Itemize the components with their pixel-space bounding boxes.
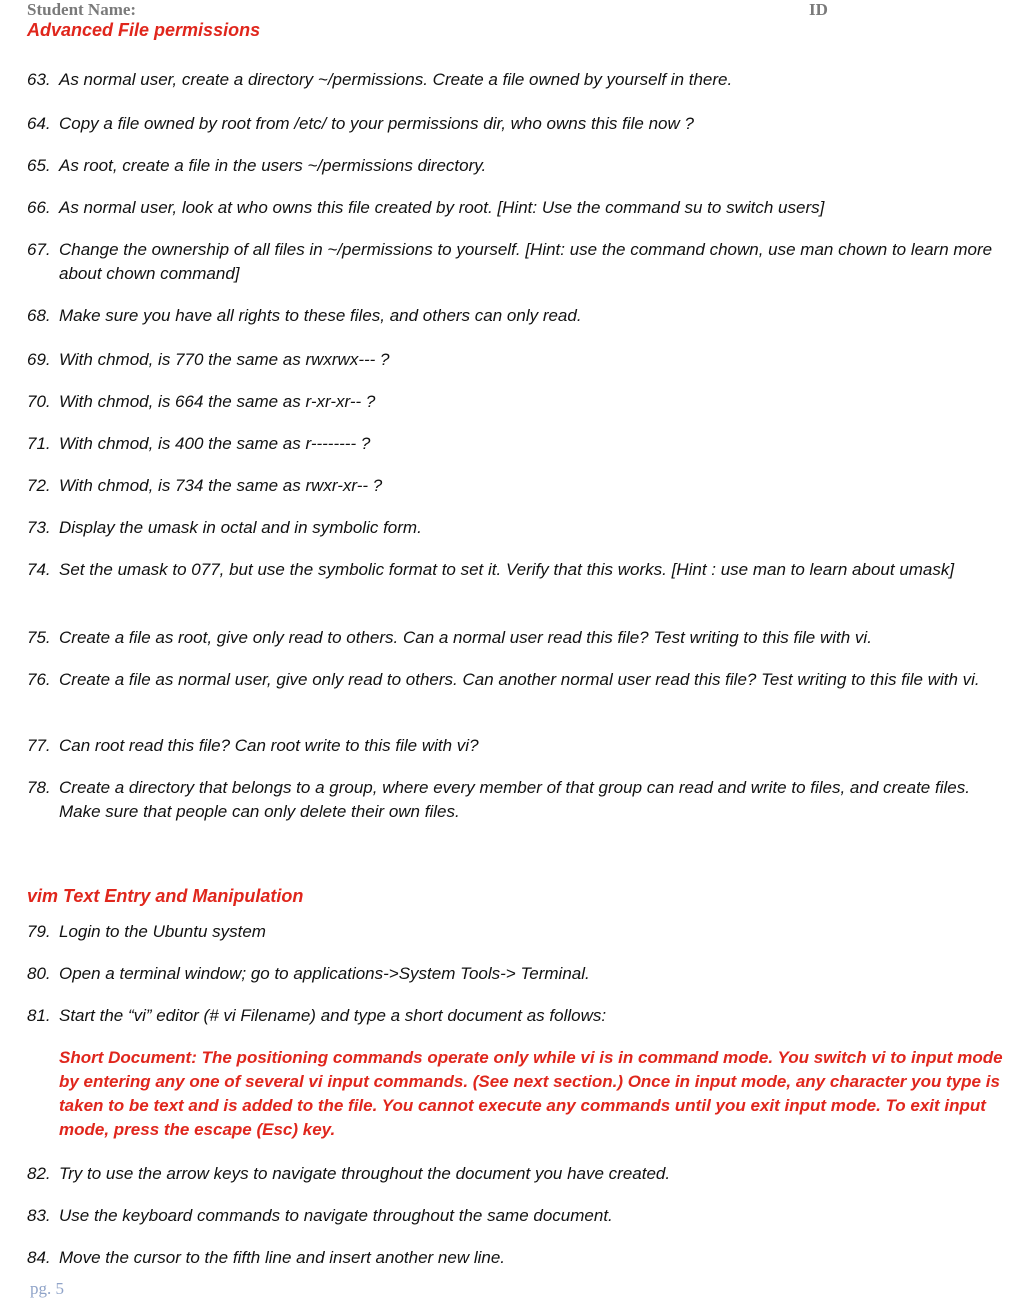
list-item: 66. As normal user, look at who owns this file created by root. [Hint: Use the command su to switch users]	[27, 198, 825, 217]
list-item: 82. Try to use the arrow keys to navigate throughout the document you have created.	[27, 1164, 671, 1183]
list-item: 65. As root, create a file in the users ~/permissions directory.	[27, 156, 487, 175]
page-number: pg. 5	[30, 1279, 64, 1298]
list-item: 78. Create a directory that belongs to a group, where every member of that group can read and write to files, and create files. Make sure that people can only delete their own files.	[27, 778, 970, 821]
short-document-text: Short Document: The positioning commands operate only while vi is in command mode. You switch vi to input mode by entering any one of several vi input commands. (See next section.) Once in input mode, any character you type is taken to be text and is added to the file. You cannot execute any commands until you exit input mode. To exit input mode, press the escape (Esc) key.	[59, 1048, 1003, 1139]
list-item: 69. With chmod, is 770 the same as rwxrwx--- ?	[27, 350, 390, 369]
list-item: 83. Use the keyboard commands to navigate throughout the same document.	[27, 1206, 613, 1225]
list-item: 81. Start the “vi” editor (# vi Filename) and type a short document as follows:	[27, 1006, 607, 1025]
list-item: 79. Login to the Ubuntu system	[27, 922, 266, 941]
list-item: 67. Change the ownership of all files in ~/permissions to yourself. [Hint: use the command chown, use man chown to learn more about chown command]	[27, 240, 993, 283]
list-item: 77. Can root read this file? Can root write to this file with vi?	[27, 736, 479, 755]
list-item: 84. Move the cursor to the fifth line and insert another new line.	[27, 1248, 506, 1267]
student-name-label: Student Name:	[27, 0, 137, 19]
section-title-vim-text-entry: vim Text Entry and Manipulation	[27, 886, 304, 906]
section-title-advanced-file-permissions: Advanced File permissions	[27, 20, 261, 40]
list-item: 73. Display the umask in octal and in symbolic form.	[27, 518, 422, 537]
list-item: 74. Set the umask to 077, but use the symbolic format to set it. Verify that this works. [Hint : use man to learn about umask]	[27, 560, 955, 579]
list-item: 76. Create a file as normal user, give only read to others. Can another normal user read this file? Test writing to this file with vi.	[27, 670, 980, 689]
list-item: 68. Make sure you have all rights to these files, and others can only read.	[27, 306, 582, 325]
list-item: 64. Copy a file owned by root from /etc/ to your permissions dir, who owns this file now ?	[27, 114, 694, 133]
id-label: ID	[809, 0, 828, 19]
list-item: 70. With chmod, is 664 the same as r-xr-xr-- ?	[27, 392, 376, 411]
list-item: 63. As normal user, create a directory ~/permissions. Create a file owned by yourself in there.	[27, 70, 733, 89]
list-item: 72. With chmod, is 734 the same as rwxr-xr-- ?	[27, 476, 383, 495]
list-item: 71. With chmod, is 400 the same as r-------- ?	[27, 434, 371, 453]
list-item: 80. Open a terminal window; go to applications->System Tools-> Terminal.	[27, 964, 590, 983]
list-item: 75. Create a file as root, give only read to others. Can a normal user read this file? Test writing to this file with vi.	[27, 628, 872, 647]
